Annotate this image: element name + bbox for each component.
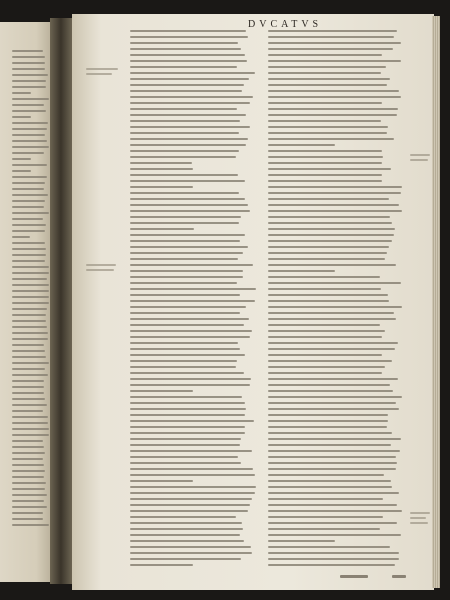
text-line-placeholder bbox=[12, 332, 48, 334]
text-line-placeholder bbox=[130, 120, 240, 122]
text-line-placeholder bbox=[12, 320, 46, 322]
left-page-text-fragment bbox=[12, 50, 52, 570]
text-line-placeholder bbox=[268, 162, 382, 164]
text-line-placeholder bbox=[268, 564, 395, 566]
text-line-placeholder bbox=[268, 498, 383, 500]
text-line-placeholder bbox=[130, 552, 252, 554]
text-line-placeholder bbox=[268, 168, 391, 170]
text-line-placeholder bbox=[268, 108, 398, 110]
text-line-placeholder bbox=[130, 294, 240, 296]
text-line-placeholder bbox=[12, 482, 46, 484]
text-line-placeholder bbox=[12, 356, 46, 358]
text-line-placeholder bbox=[130, 396, 242, 398]
text-line-placeholder bbox=[130, 174, 238, 176]
text-line-placeholder bbox=[130, 390, 193, 392]
text-line-placeholder bbox=[268, 360, 392, 362]
text-line-placeholder bbox=[268, 300, 389, 302]
text-line-placeholder bbox=[130, 252, 243, 254]
text-line-placeholder bbox=[130, 240, 240, 242]
text-line-placeholder bbox=[12, 290, 49, 292]
text-line-placeholder bbox=[12, 302, 49, 304]
text-line-placeholder bbox=[130, 150, 239, 152]
text-line-placeholder bbox=[12, 326, 47, 328]
text-line-placeholder bbox=[268, 384, 390, 386]
text-line-placeholder bbox=[12, 422, 48, 424]
text-line-placeholder bbox=[12, 410, 43, 412]
book-gutter bbox=[50, 18, 74, 584]
text-line-placeholder bbox=[12, 434, 49, 436]
text-line-placeholder bbox=[130, 282, 237, 284]
text-line-placeholder bbox=[268, 414, 388, 416]
text-line-placeholder bbox=[268, 96, 401, 98]
text-line-placeholder bbox=[268, 258, 385, 260]
text-line-placeholder bbox=[268, 42, 401, 44]
text-line-placeholder bbox=[268, 120, 381, 122]
text-line-placeholder bbox=[268, 72, 381, 74]
text-line-placeholder bbox=[130, 426, 245, 428]
text-line-placeholder bbox=[130, 264, 253, 266]
text-line-placeholder bbox=[130, 516, 236, 518]
text-line-placeholder bbox=[12, 296, 49, 298]
text-line-placeholder bbox=[12, 458, 43, 460]
text-line-placeholder bbox=[268, 126, 388, 128]
text-line-placeholder bbox=[130, 324, 244, 326]
text-line-placeholder bbox=[268, 534, 401, 536]
text-line-placeholder bbox=[130, 30, 246, 32]
text-line-placeholder bbox=[130, 186, 193, 188]
text-line-placeholder bbox=[12, 416, 48, 418]
text-line-placeholder bbox=[12, 80, 46, 82]
text-line-placeholder bbox=[12, 242, 45, 244]
text-line-placeholder bbox=[130, 366, 236, 368]
text-line-placeholder bbox=[12, 248, 46, 250]
text-line-placeholder bbox=[268, 210, 402, 212]
text-line-placeholder bbox=[12, 194, 48, 196]
text-line-placeholder bbox=[268, 522, 397, 524]
left-page-edge bbox=[0, 22, 52, 582]
text-line-placeholder bbox=[130, 306, 246, 308]
text-line-placeholder bbox=[12, 170, 31, 172]
text-line-placeholder bbox=[130, 168, 193, 170]
text-line-placeholder bbox=[268, 276, 380, 278]
text-line-placeholder bbox=[12, 62, 45, 64]
text-line-placeholder bbox=[268, 198, 389, 200]
text-line-placeholder bbox=[268, 336, 382, 338]
text-line-placeholder bbox=[12, 74, 48, 76]
text-line-placeholder bbox=[268, 342, 398, 344]
text-line-placeholder bbox=[268, 396, 402, 398]
text-line-placeholder bbox=[130, 498, 252, 500]
text-line-placeholder bbox=[130, 372, 244, 374]
text-line-placeholder bbox=[268, 114, 397, 116]
text-line-placeholder bbox=[12, 158, 31, 160]
text-line-placeholder bbox=[268, 330, 385, 332]
text-line-placeholder bbox=[130, 402, 245, 404]
text-line-placeholder bbox=[130, 48, 241, 50]
text-line-placeholder bbox=[130, 210, 250, 212]
text-line-placeholder bbox=[130, 378, 251, 380]
margin-note bbox=[86, 68, 120, 78]
text-line-placeholder bbox=[12, 512, 43, 514]
text-line-placeholder bbox=[268, 438, 401, 440]
text-line-placeholder bbox=[130, 474, 255, 476]
text-line-placeholder bbox=[12, 68, 45, 70]
text-line-placeholder bbox=[12, 344, 44, 346]
text-line-placeholder bbox=[12, 50, 43, 52]
text-line-placeholder bbox=[268, 252, 387, 254]
margin-note bbox=[410, 154, 432, 164]
text-line-placeholder bbox=[268, 318, 396, 320]
text-line-placeholder bbox=[130, 78, 249, 80]
text-line-placeholder bbox=[268, 270, 335, 272]
text-line-placeholder bbox=[12, 440, 43, 442]
text-line-placeholder bbox=[12, 284, 49, 286]
text-line-placeholder bbox=[12, 272, 49, 274]
page-fore-edge bbox=[432, 16, 440, 588]
text-line-placeholder bbox=[268, 60, 401, 62]
text-line-placeholder bbox=[268, 354, 382, 356]
text-line-placeholder bbox=[130, 72, 255, 74]
text-line-placeholder bbox=[130, 462, 241, 464]
text-line-placeholder bbox=[12, 224, 46, 226]
text-line-placeholder bbox=[12, 368, 45, 370]
text-line-placeholder bbox=[12, 266, 49, 268]
text-line-placeholder bbox=[130, 198, 245, 200]
text-line-placeholder bbox=[130, 60, 247, 62]
text-line-placeholder bbox=[268, 474, 384, 476]
text-line-placeholder bbox=[12, 506, 47, 508]
text-line-placeholder bbox=[130, 222, 239, 224]
text-line-placeholder bbox=[130, 546, 251, 548]
text-line-placeholder bbox=[12, 494, 47, 496]
text-line-placeholder bbox=[268, 282, 401, 284]
text-line-placeholder bbox=[268, 402, 396, 404]
text-line-placeholder bbox=[268, 174, 382, 176]
text-line-placeholder bbox=[130, 246, 248, 248]
text-line-placeholder bbox=[268, 132, 387, 134]
text-line-placeholder bbox=[12, 218, 43, 220]
text-line-placeholder bbox=[130, 102, 250, 104]
text-line-placeholder bbox=[12, 488, 45, 490]
text-line-placeholder bbox=[268, 552, 399, 554]
text-line-placeholder bbox=[130, 156, 236, 158]
text-line-placeholder bbox=[12, 380, 44, 382]
text-line-placeholder bbox=[130, 42, 238, 44]
text-line-placeholder bbox=[12, 452, 45, 454]
text-line-placeholder bbox=[130, 408, 246, 410]
text-line-placeholder bbox=[12, 104, 44, 106]
text-line-placeholder bbox=[12, 470, 45, 472]
text-line-placeholder bbox=[268, 204, 399, 206]
text-line-placeholder bbox=[130, 450, 252, 452]
text-line-placeholder bbox=[268, 192, 401, 194]
text-line-placeholder bbox=[130, 432, 245, 434]
text-line-placeholder bbox=[12, 392, 44, 394]
text-line-placeholder bbox=[268, 480, 391, 482]
text-column-right bbox=[268, 30, 406, 582]
text-line-placeholder bbox=[12, 500, 44, 502]
text-line-placeholder bbox=[130, 138, 248, 140]
text-line-placeholder bbox=[268, 504, 397, 506]
text-line-placeholder bbox=[130, 384, 250, 386]
text-line-placeholder bbox=[12, 398, 45, 400]
text-line-placeholder bbox=[268, 462, 397, 464]
text-line-placeholder bbox=[268, 378, 398, 380]
text-line-placeholder bbox=[268, 444, 391, 446]
text-line-placeholder bbox=[268, 366, 385, 368]
text-line-placeholder bbox=[130, 192, 239, 194]
text-line-placeholder bbox=[12, 476, 44, 478]
text-line-placeholder bbox=[130, 360, 237, 362]
text-line-placeholder bbox=[130, 504, 250, 506]
text-line-placeholder bbox=[130, 348, 240, 350]
text-line-placeholder bbox=[268, 426, 387, 428]
text-line-placeholder bbox=[12, 404, 47, 406]
text-line-placeholder bbox=[12, 98, 49, 100]
text-line-placeholder bbox=[130, 444, 240, 446]
text-line-placeholder bbox=[12, 164, 47, 166]
text-line-placeholder bbox=[268, 516, 383, 518]
text-line-placeholder bbox=[268, 84, 387, 86]
text-line-placeholder bbox=[130, 66, 237, 68]
text-line-placeholder bbox=[130, 228, 194, 230]
text-line-placeholder bbox=[130, 438, 241, 440]
text-line-placeholder bbox=[268, 90, 399, 92]
text-line-placeholder bbox=[12, 176, 47, 178]
text-line-placeholder bbox=[12, 524, 49, 526]
text-line-placeholder bbox=[268, 432, 392, 434]
text-line-placeholder bbox=[268, 348, 395, 350]
text-line-placeholder bbox=[268, 216, 390, 218]
text-line-placeholder bbox=[12, 182, 45, 184]
text-line-placeholder bbox=[268, 138, 394, 140]
text-line-placeholder bbox=[130, 258, 238, 260]
text-line-placeholder bbox=[268, 240, 392, 242]
text-line-placeholder bbox=[268, 264, 396, 266]
text-line-placeholder bbox=[130, 330, 252, 332]
text-line-placeholder bbox=[130, 162, 192, 164]
text-line-placeholder bbox=[12, 146, 49, 148]
text-line-placeholder bbox=[130, 342, 238, 344]
text-line-placeholder bbox=[130, 126, 250, 128]
text-line-placeholder bbox=[12, 110, 46, 112]
text-line-placeholder bbox=[130, 414, 245, 416]
text-line-placeholder bbox=[130, 468, 253, 470]
text-line-placeholder bbox=[12, 236, 30, 238]
catchword bbox=[392, 575, 406, 578]
text-line-placeholder bbox=[130, 510, 248, 512]
text-line-placeholder bbox=[12, 152, 44, 154]
text-line-placeholder bbox=[268, 78, 390, 80]
text-line-placeholder bbox=[268, 492, 399, 494]
text-line-placeholder bbox=[130, 336, 250, 338]
text-line-placeholder bbox=[12, 338, 48, 340]
text-line-placeholder bbox=[12, 122, 48, 124]
text-line-placeholder bbox=[130, 114, 246, 116]
printer-signature bbox=[340, 575, 368, 578]
text-line-placeholder bbox=[12, 386, 44, 388]
margin-note bbox=[86, 264, 120, 274]
text-line-placeholder bbox=[268, 222, 392, 224]
text-line-placeholder bbox=[130, 84, 244, 86]
text-line-placeholder bbox=[12, 254, 46, 256]
text-line-placeholder bbox=[130, 486, 256, 488]
text-line-placeholder bbox=[130, 216, 241, 218]
text-line-placeholder bbox=[130, 354, 245, 356]
text-line-placeholder bbox=[268, 294, 388, 296]
text-line-placeholder bbox=[268, 186, 402, 188]
text-line-placeholder bbox=[268, 324, 380, 326]
text-line-placeholder bbox=[12, 446, 44, 448]
text-line-placeholder bbox=[12, 464, 44, 466]
text-line-placeholder bbox=[12, 140, 47, 142]
text-line-placeholder bbox=[268, 144, 335, 146]
text-line-placeholder bbox=[130, 108, 237, 110]
text-line-placeholder bbox=[268, 150, 382, 152]
text-line-placeholder bbox=[268, 36, 394, 38]
text-line-placeholder bbox=[268, 540, 335, 542]
text-line-placeholder bbox=[268, 156, 383, 158]
text-line-placeholder bbox=[268, 450, 400, 452]
text-line-placeholder bbox=[130, 300, 255, 302]
text-line-placeholder bbox=[130, 480, 193, 482]
text-line-placeholder bbox=[12, 200, 45, 202]
text-line-placeholder bbox=[12, 116, 31, 118]
text-line-placeholder bbox=[268, 306, 402, 308]
text-line-placeholder bbox=[130, 528, 243, 530]
text-line-placeholder bbox=[12, 230, 45, 232]
text-line-placeholder bbox=[12, 260, 45, 262]
text-line-placeholder bbox=[12, 428, 49, 430]
text-line-placeholder bbox=[268, 30, 397, 32]
text-line-placeholder bbox=[12, 188, 44, 190]
text-line-placeholder bbox=[130, 96, 253, 98]
text-line-placeholder bbox=[268, 234, 394, 236]
text-line-placeholder bbox=[130, 522, 242, 524]
text-line-placeholder bbox=[12, 308, 47, 310]
text-line-placeholder bbox=[12, 92, 31, 94]
running-head: DVCATVS bbox=[248, 19, 323, 30]
text-line-placeholder bbox=[130, 36, 248, 38]
text-line-placeholder bbox=[12, 128, 47, 130]
text-line-placeholder bbox=[130, 204, 248, 206]
text-line-placeholder bbox=[268, 408, 399, 410]
text-line-placeholder bbox=[130, 456, 238, 458]
text-line-placeholder bbox=[268, 528, 380, 530]
text-line-placeholder bbox=[130, 234, 245, 236]
text-line-placeholder bbox=[12, 362, 49, 364]
text-line-placeholder bbox=[268, 390, 393, 392]
text-line-placeholder bbox=[12, 206, 44, 208]
text-line-placeholder bbox=[268, 546, 390, 548]
text-line-placeholder bbox=[12, 134, 45, 136]
text-line-placeholder bbox=[268, 180, 382, 182]
text-line-placeholder bbox=[268, 48, 393, 50]
text-line-placeholder bbox=[268, 486, 392, 488]
text-line-placeholder bbox=[130, 420, 254, 422]
text-line-placeholder bbox=[268, 228, 395, 230]
text-line-placeholder bbox=[268, 288, 381, 290]
text-line-placeholder bbox=[12, 212, 49, 214]
text-line-placeholder bbox=[12, 278, 47, 280]
text-line-placeholder bbox=[130, 288, 256, 290]
text-line-placeholder bbox=[130, 318, 249, 320]
text-line-placeholder bbox=[268, 372, 382, 374]
text-line-placeholder bbox=[130, 270, 243, 272]
text-line-placeholder bbox=[268, 54, 382, 56]
text-line-placeholder bbox=[12, 86, 46, 88]
text-line-placeholder bbox=[130, 492, 255, 494]
text-line-placeholder bbox=[130, 276, 243, 278]
text-line-placeholder bbox=[268, 456, 396, 458]
text-line-placeholder bbox=[268, 468, 396, 470]
text-line-placeholder bbox=[130, 90, 242, 92]
text-line-placeholder bbox=[130, 144, 246, 146]
text-line-placeholder bbox=[130, 312, 240, 314]
text-line-placeholder bbox=[12, 314, 46, 316]
text-line-placeholder bbox=[130, 54, 245, 56]
text-column-left bbox=[130, 30, 260, 582]
text-line-placeholder bbox=[268, 66, 386, 68]
text-line-placeholder bbox=[268, 510, 402, 512]
text-line-placeholder bbox=[268, 246, 389, 248]
text-line-placeholder bbox=[12, 56, 45, 58]
right-page bbox=[72, 14, 434, 590]
text-line-placeholder bbox=[130, 540, 244, 542]
text-line-placeholder bbox=[130, 534, 240, 536]
text-line-placeholder bbox=[268, 102, 382, 104]
text-line-placeholder bbox=[12, 518, 43, 520]
text-line-placeholder bbox=[12, 374, 48, 376]
text-line-placeholder bbox=[130, 180, 245, 182]
text-line-placeholder bbox=[268, 558, 399, 560]
margin-note bbox=[410, 512, 432, 527]
text-line-placeholder bbox=[12, 350, 45, 352]
text-line-placeholder bbox=[130, 564, 193, 566]
text-line-placeholder bbox=[130, 132, 239, 134]
text-line-placeholder bbox=[268, 420, 388, 422]
text-line-placeholder bbox=[130, 558, 241, 560]
text-line-placeholder bbox=[268, 312, 394, 314]
